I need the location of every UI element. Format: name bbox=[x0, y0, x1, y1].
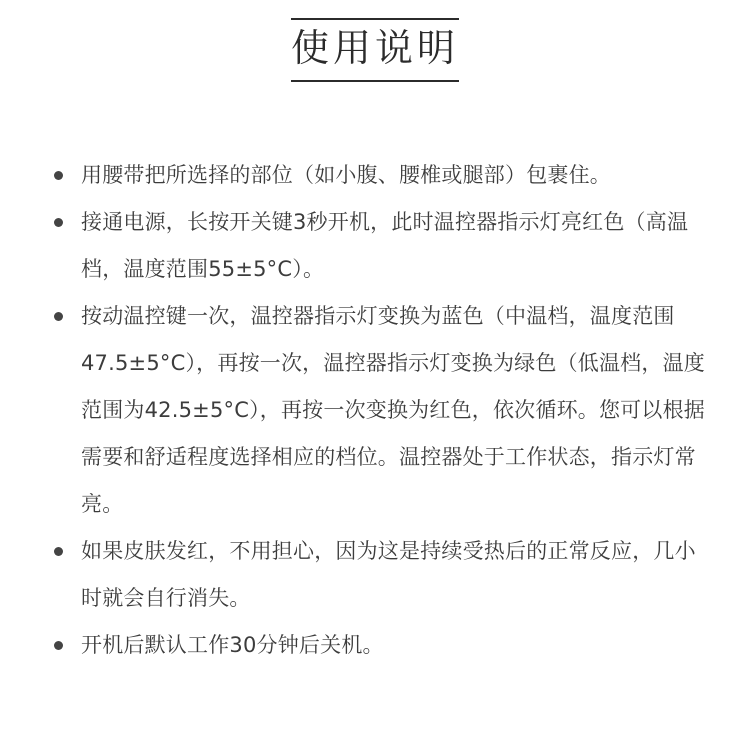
instruction-text: 用腰带把所选择的部位（如小腹、腰椎或腿部）包裹住。 bbox=[81, 163, 611, 187]
bullet-icon bbox=[54, 171, 63, 180]
title-bottom-rule bbox=[291, 80, 459, 82]
instruction-list bbox=[52, 152, 712, 669]
instruction-item bbox=[52, 293, 712, 528]
instruction-text: 如果皮肤发红，不用担心，因为这是持续受热后的正常反应，几小时就会自行消失。 bbox=[81, 539, 696, 610]
page-title: 使用说明 bbox=[290, 26, 460, 70]
bullet-icon bbox=[54, 312, 63, 321]
bullet-icon bbox=[54, 547, 63, 556]
instruction-item bbox=[52, 152, 712, 199]
instruction-item bbox=[52, 199, 712, 293]
title-block bbox=[291, 18, 459, 82]
bullet-icon bbox=[54, 218, 63, 227]
instruction-text: 按动温控键一次，温控器指示灯变换为蓝色（中温档，温度范围47.5±5°C），再按一次，温控器指示灯变换为绿色（低温档，温度范围为42.5±5°C），再按一次变换为红色，依次循环。您可以根据需要和舒适程度选择相应的档位。温控器处于工作状态，指示灯常亮。 bbox=[81, 304, 705, 516]
instruction-item bbox=[52, 528, 712, 622]
instruction-item bbox=[52, 622, 712, 669]
bullet-icon bbox=[54, 641, 63, 650]
instruction-text: 开机后默认工作30分钟后关机。 bbox=[81, 633, 384, 657]
instruction-text: 接通电源，长按开关键3秒开机，此时温控器指示灯亮红色（高温档，温度范围55±5°C）。 bbox=[81, 210, 689, 281]
